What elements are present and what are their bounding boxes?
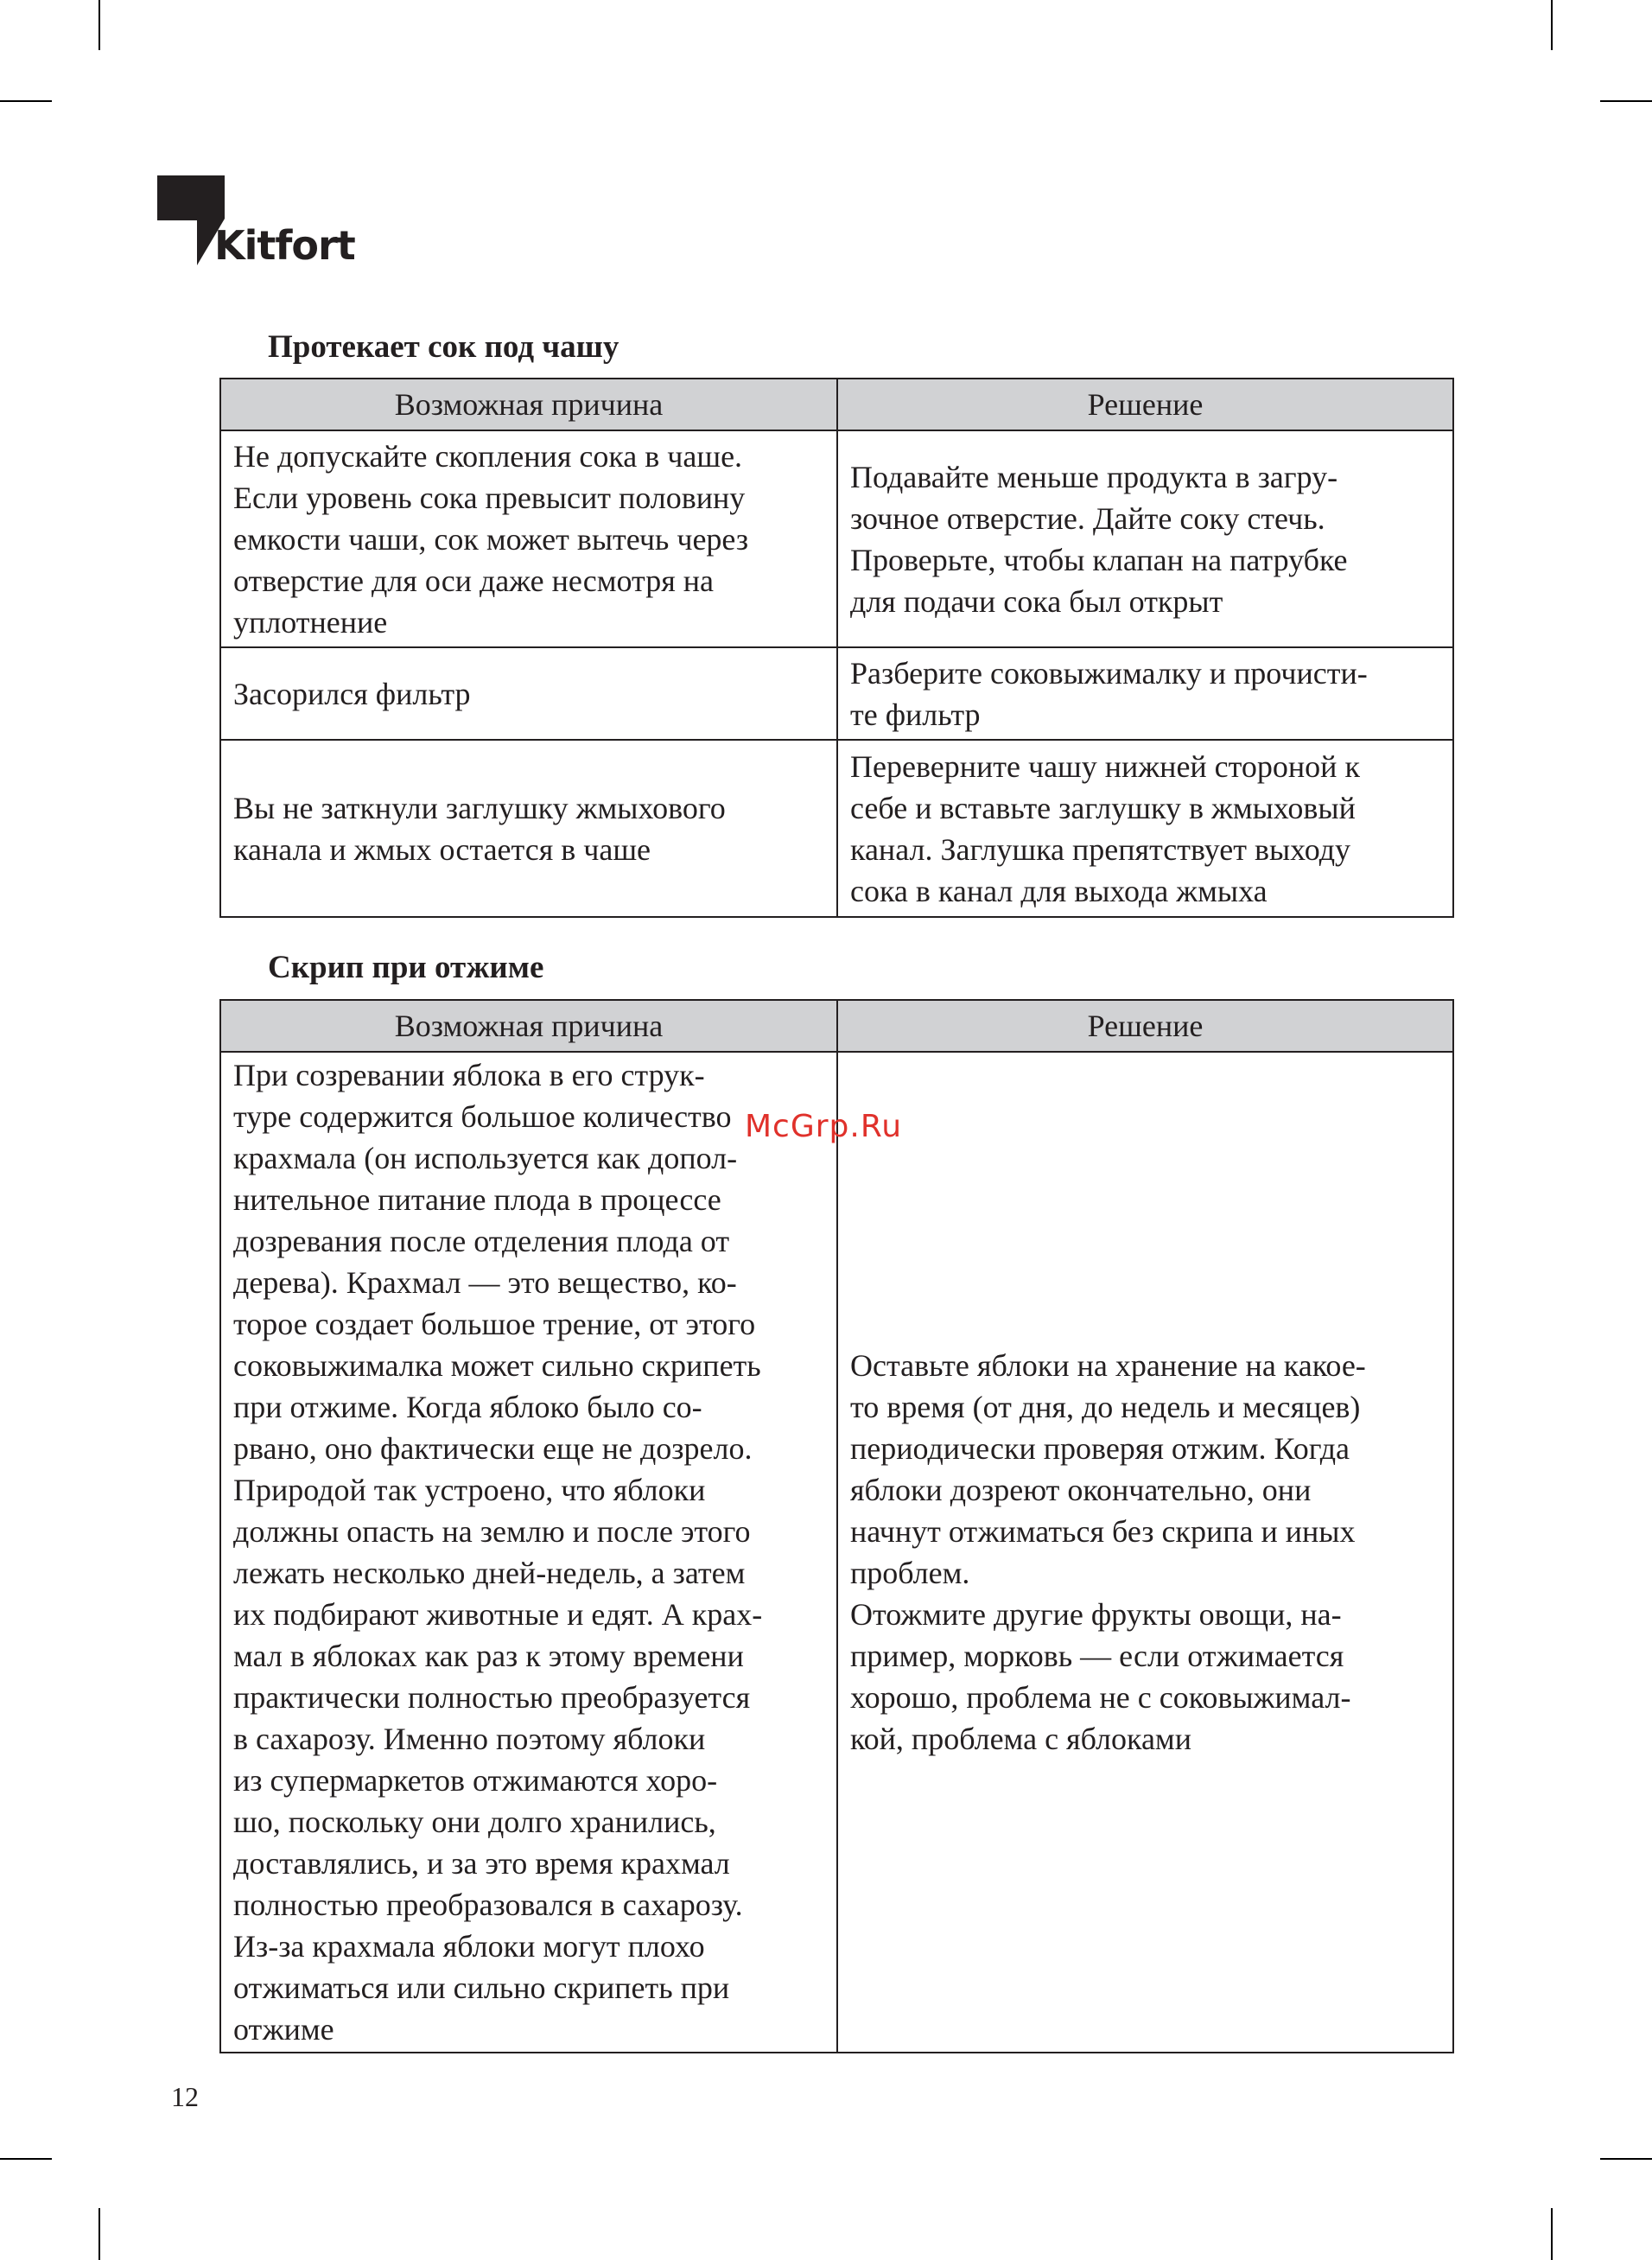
crop-mark [1551, 0, 1553, 50]
table-row [220, 740, 1453, 917]
header-cause: Возможная причина [220, 379, 837, 430]
table-row [220, 430, 1453, 647]
cause-cell: Не допускайте скопления сока в чаше. Если уровень сока превысит половину емкости чаши, сок может вытечь через отверстие для оси даже несмотря на уплотнение [220, 430, 837, 647]
crop-mark [1551, 2208, 1553, 2260]
cause-cell: Вы не заткнули заглушку жмыхового канала и жмых остается в чаше [220, 740, 837, 917]
header-cause: Возможная причина [220, 1000, 837, 1052]
header-solution: Решение [837, 1000, 1453, 1052]
troubleshooting-table-squeak [219, 999, 1454, 2053]
brand-name: Kitfort [214, 222, 355, 269]
table-row [220, 647, 1453, 740]
solution-cell: Подавайте меньше продукта в загру- зочное отверстие. Дайте соку стечь. Проверьте, чтобы клапан на патрубке для подачи сока был открыт [837, 430, 1453, 647]
crop-mark [1600, 100, 1652, 102]
cause-cell: Засорился фильтр [220, 647, 837, 740]
section-title-leak: Протекает сок под чашу [268, 329, 620, 365]
solution-cell: Оставьте яблоки на хранение на какое- то время (от дня, до недель и месяцев) периодически проверяя отжим. Когда яблоки дозреют окончательно, они начнут отжиматься без скрипа и иных проблем. Отожмите другие фрукты овощи, на- пример, морковь — если отжимается хорошо, проблема не с соковыжимал- кой, проблема с яблоками [837, 1052, 1453, 2053]
crop-mark [98, 0, 100, 50]
page-number: 12 [171, 2081, 199, 2112]
solution-cell: Разберите соковыжималку и прочисти- те фильтр [837, 647, 1453, 740]
watermark: McGrp.Ru [745, 1109, 903, 1144]
crop-mark [1600, 2158, 1652, 2160]
table-header-row [220, 379, 1453, 430]
troubleshooting-table-leak [219, 378, 1454, 918]
crop-mark [0, 2158, 52, 2160]
crop-mark [0, 100, 52, 102]
table-header-row [220, 1000, 1453, 1052]
cause-cell: При созревании яблока в его струк- туре содержится большое количество крахмала (он используется как допол- нительное питание плода в процессе дозревания после отделения плода от дерева). Крахмал — это вещество, ко- торое создает большое трение, от этого соковыжималка может сильно скрипеть при отжиме. Когда яблоко было со- рвано, оно фактически еще не дозрело. Природой так устроено, что яблоки должны опасть на землю и после этого лежать несколько дней-недель, а затем их подбирают животные и едят. А крах- мал в яблоках как раз к этому времени практически полностью преобразуется в сахарозу. Именно поэтому яблоки из супермаркетов отжимаются хоро- шо, поскольку они долго хранились, доставлялись, и за это время крахмал полностью преобразовался в сахарозу. Из-за крахмала яблоки могут плохо отжиматься или сильно скрипеть при отжиме [220, 1052, 837, 2053]
header-solution: Решение [837, 379, 1453, 430]
table-row [220, 1052, 1453, 2053]
section-title-squeak: Скрип при отжиме [268, 950, 544, 985]
solution-cell: Переверните чашу нижней стороной к себе и вставьте заглушку в жмыховый канал. Заглушка препятствует выходу сока в канал для выхода жмыха [837, 740, 1453, 917]
crop-mark [98, 2208, 100, 2260]
